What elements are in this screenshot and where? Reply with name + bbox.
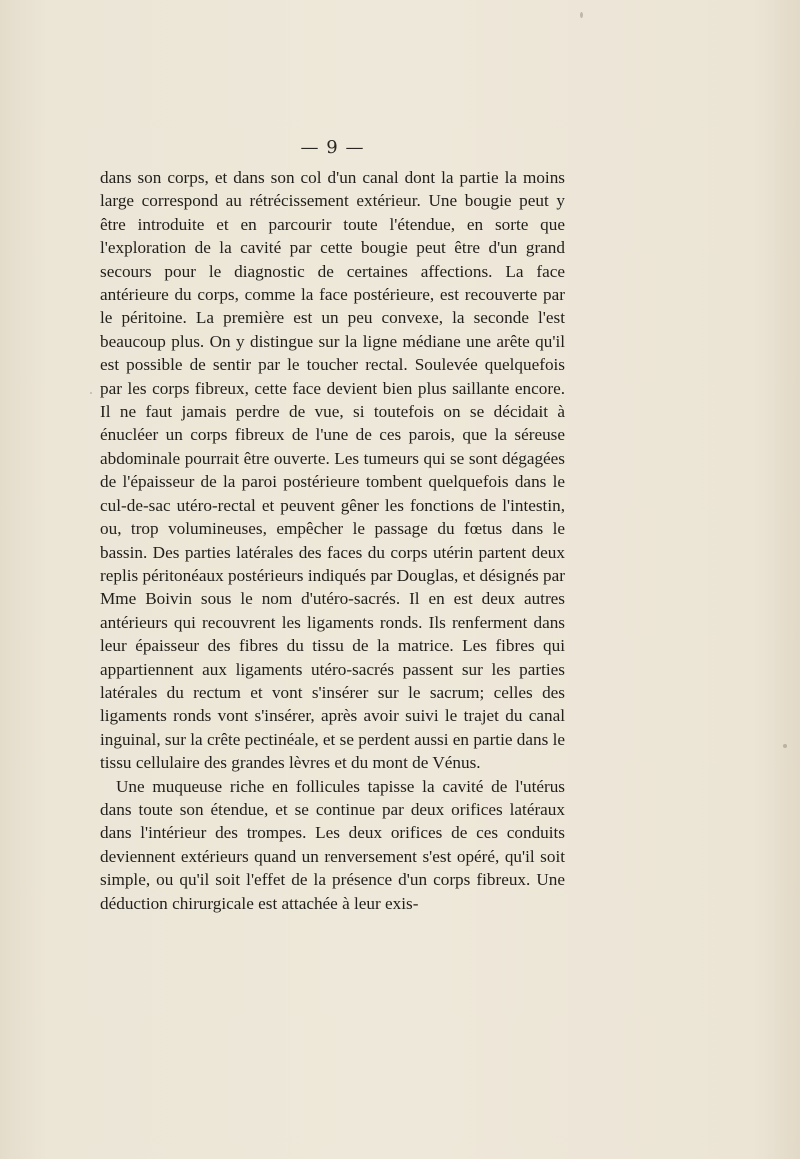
paper-speck <box>580 12 583 18</box>
paper-speck <box>90 392 92 394</box>
paragraph-2: Une muqueuse riche en follicules tapisse la cavité de l'utérus dans toute son étendue, et se continue par deux orifices latéraux dans l'intérieur des trompes. Les deux orifices de ces conduits deviennent extérieurs quand un renversement s'est opéré, qu'il soit simple, ou qu'il soit l'effet de la présence d'un corps fibreux. Une déduction chirurgicale est attachée à leur exis- <box>100 776 565 913</box>
paragraph-1: dans son corps, et dans son col d'un canal dont la partie la moins large correspond au rétrécissement extérieur. Une bougie peut y être introduite et en parcourir toute l'étendue, en sorte que l'exploration de la cavité par cette bougie peut être d'un grand secours pour le diagnostic de certaines affections. La face antérieure du corps, comme la face postérieure, est recouverte par le péritoine. La première est un peu convexe, la seconde l'est beaucoup plus. On y distingue sur la ligne médiane une arête qu'il est possible de sentir par le toucher rectal. Soulevée quelquefois par les corps fibreux, cette face devient bien plus saillante encore. Il ne faut jamais perdre de vue, si toutefois on se décidait à énucléer un corps fibreux de l'une de ces parois, que la séreuse abdominale pourrait être ouverte. Les tumeurs qui se sont dégagées de l'épaisseur de la paroi postérieure tombent quelquefois dans le cul-de-sac utéro-rectal et peuvent gêner les fonctions de l'intestin, ou, trop volumineuses, empêcher le passage du fœtus dans le bassin. Des parties latérales des faces du corps utérin partent deux replis péritonéaux postérieurs indiqués par Douglas, et désignés par Mme Boivin sous le nom d'utéro-sacrés. Il en est deux autres antérieurs qui recouvrent les ligaments ronds. Ils renferment dans leur épaisseur des fibres du tissu de la matrice. Les fibres qui appartiennent aux ligaments utéro-sacrés passent sur les parties latérales du rectum et vont s'insérer sur le sacrum; celles des ligaments ronds vont s'insérer, après avoir suivi le trajet du canal inguinal, sur la crête pectinéale, et se perdent aussi en partie dans le tissu cellulaire des grandes lèvres et du mont de Vénus. <box>100 168 565 773</box>
paper-speck <box>783 744 787 748</box>
page-number: — 9 — <box>300 137 365 158</box>
body-text <box>100 166 565 915</box>
